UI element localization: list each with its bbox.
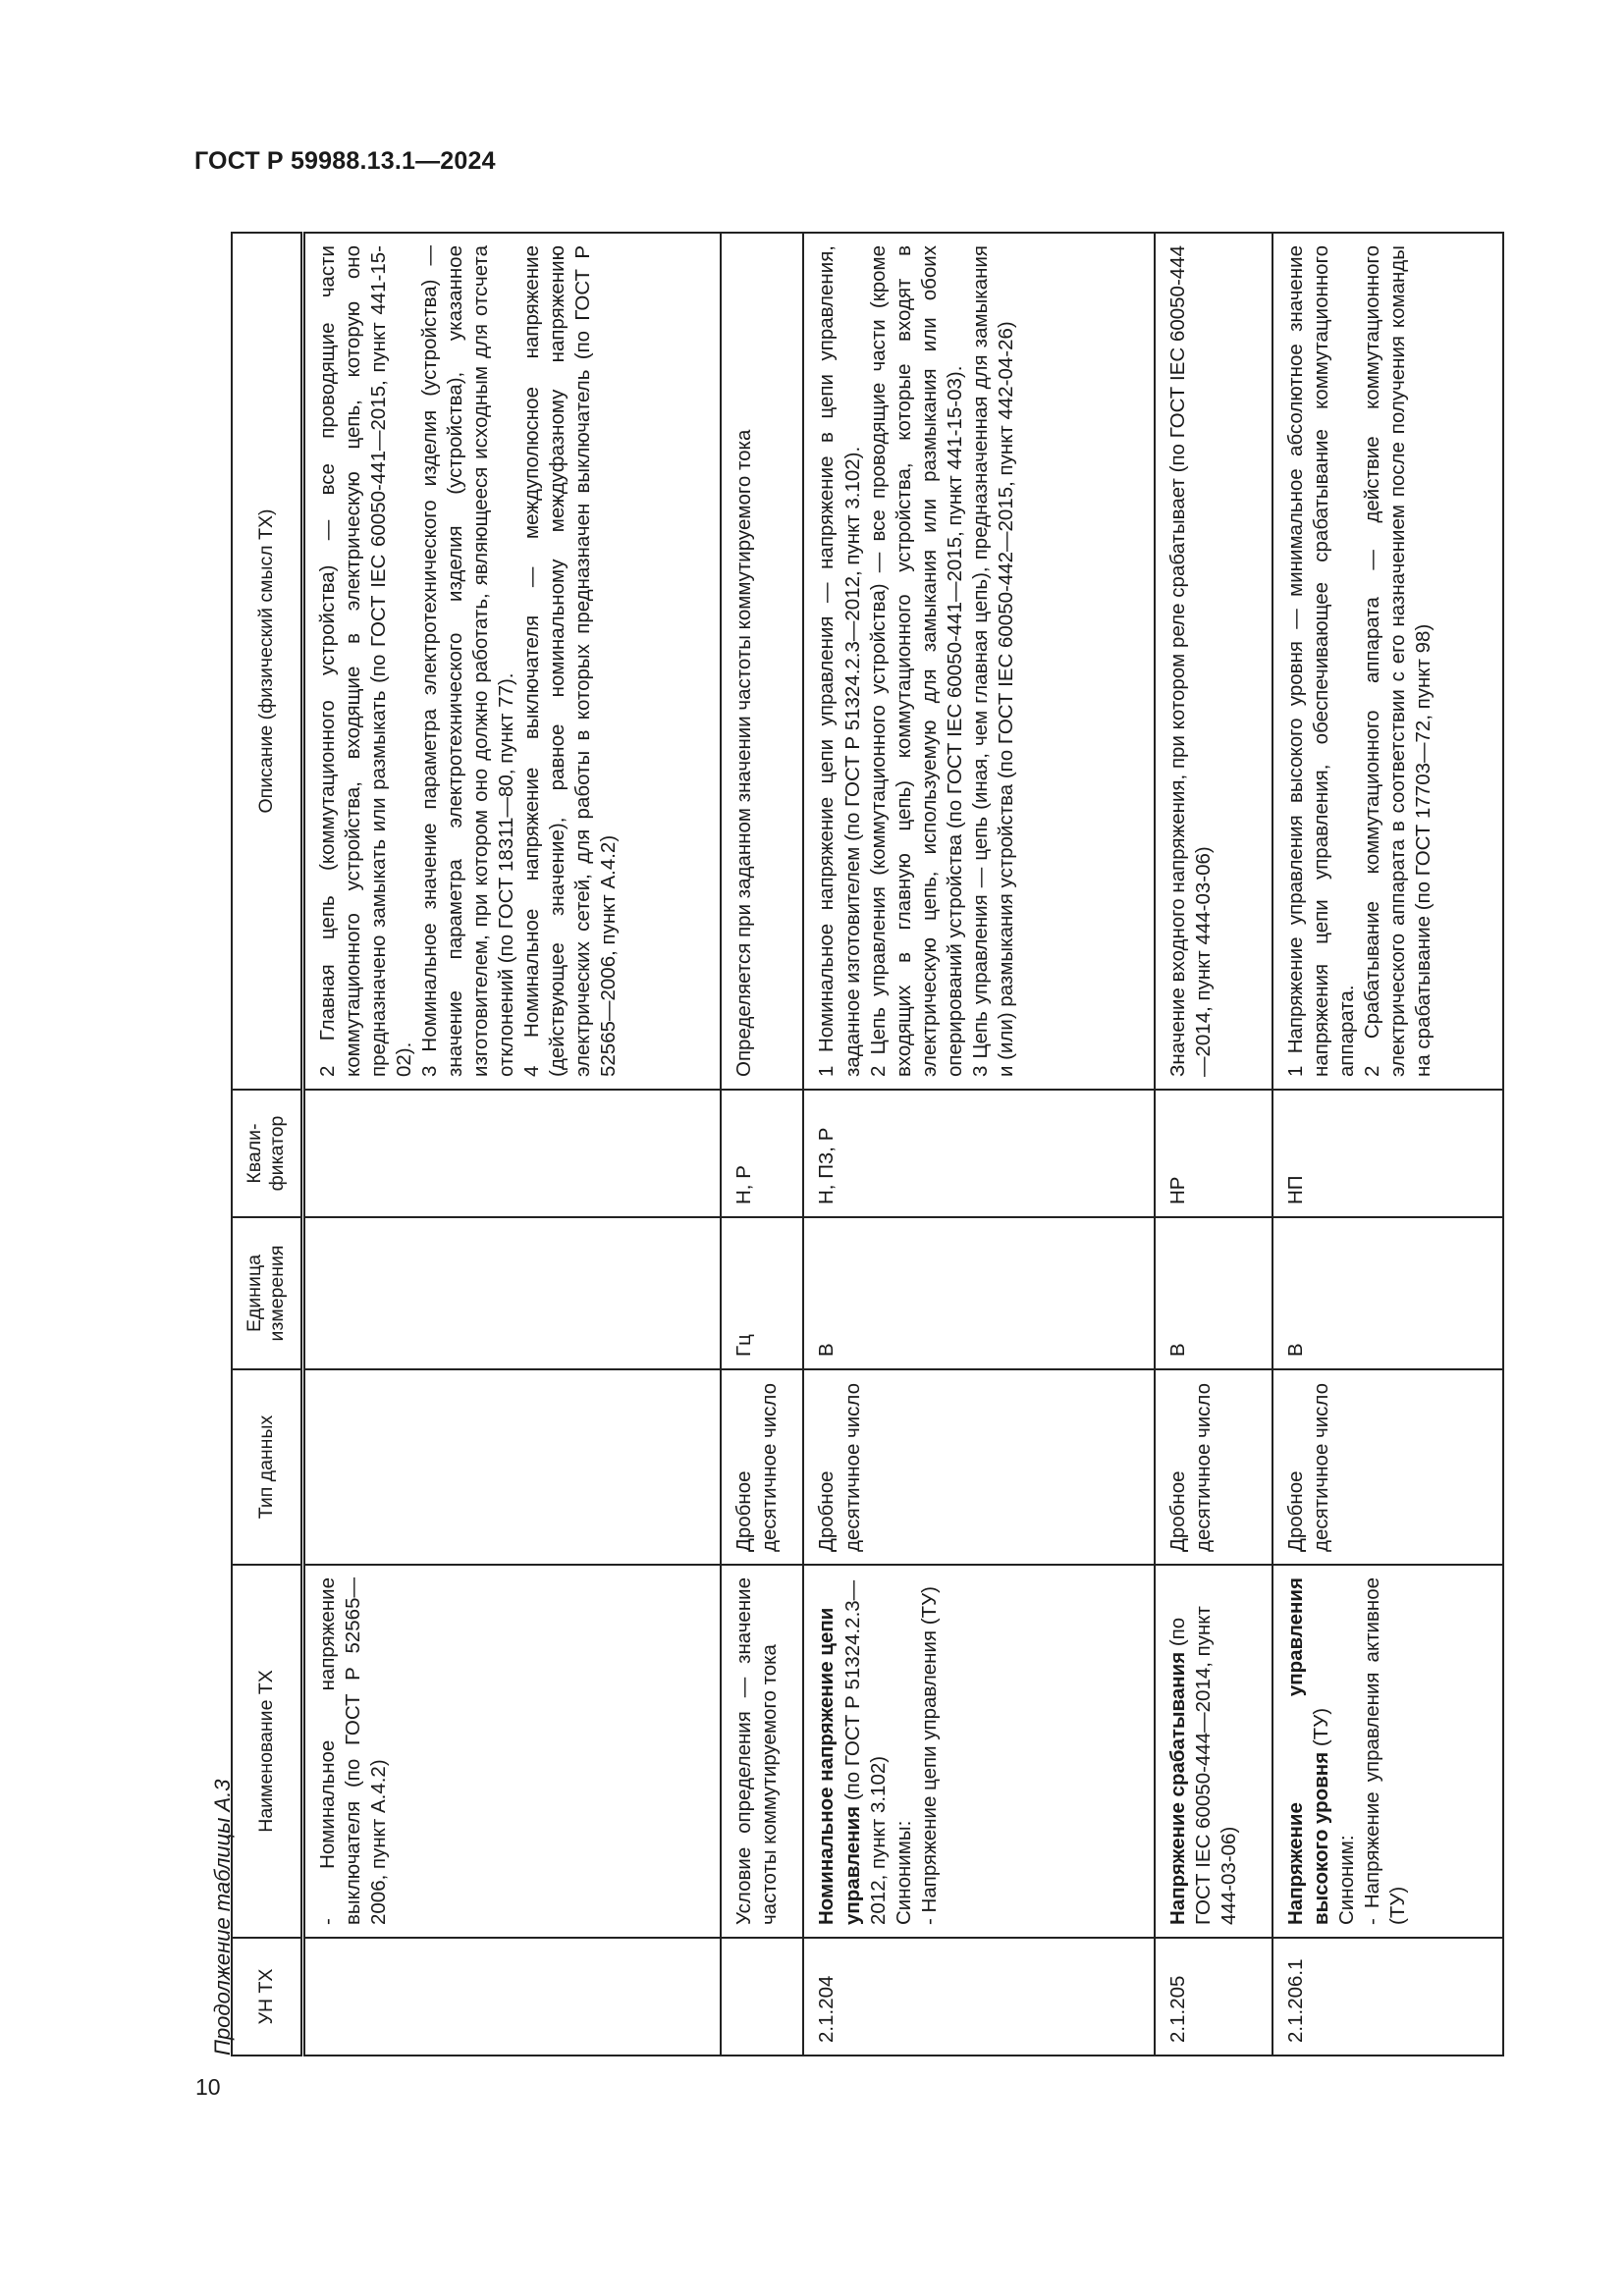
cell-un bbox=[302, 1938, 721, 2056]
synonym-item: - Напряжение цепи управления (ТУ) bbox=[917, 1586, 941, 1925]
cell-type: Дробное десятичное число bbox=[721, 1369, 803, 1565]
table-row bbox=[1272, 233, 1503, 2056]
desc-note: 2 Цепь управления (коммутационного устройства) — все проводящие части (кроме входящих в главную цепь) коммутационного устройства, которые входят в электрическую цепь, используемую для замыкания или размыкания или обоих оперирований устройства (по ГОСТ IEC 60050-441—2015, пункт 441-15-03). bbox=[866, 245, 966, 1077]
header-unit bbox=[232, 1217, 302, 1369]
cell-unit: Гц bbox=[721, 1217, 803, 1369]
desc-note: 3 Номинальное значение параметра электротехнического изделия (устройства) — значение параметра электротехнического изделия (устройства), указанное изготовителем, при котором оно должно работать, являющееся исходным для отсчета отклонений (по ГОСТ 18311—80, пункт 77). bbox=[417, 245, 517, 1077]
header-type: Тип данных bbox=[232, 1369, 302, 1565]
table-row bbox=[803, 233, 1155, 2056]
cell-name bbox=[1272, 1565, 1503, 1938]
cell-type bbox=[302, 1369, 721, 1565]
header-unit-line1: Единица bbox=[243, 1255, 265, 1332]
cell-qual: НР bbox=[1155, 1090, 1272, 1217]
standard-title: ГОСТ Р 59988.13.1—2024 bbox=[194, 147, 496, 175]
desc-note: Определяется при заданном значении частоты коммутируемого тока bbox=[732, 429, 756, 1077]
cell-desc bbox=[803, 233, 1155, 1090]
cell-un: 2.1.206.1 bbox=[1272, 1938, 1503, 2056]
cell-name: - Номинальное напряжение выключателя (по ГОСТ Р 52565—2006, пункт А.4.2) bbox=[302, 1565, 721, 1938]
cell-qual: Н, Р bbox=[721, 1090, 803, 1217]
desc-note: 1 Напряжение управления высокого уровня — минимальное абсолютное значение напряжения цепи управления, обеспечивающее срабатывание коммутационного аппарата. bbox=[1283, 245, 1358, 1077]
table-header-row bbox=[232, 233, 302, 2056]
cell-qual bbox=[302, 1090, 721, 1217]
term-source: (по ГОСТ IEC 60050-444—2014, пункт 444-03-06) bbox=[1166, 1606, 1241, 1925]
cell-type: Дробное десятичное число bbox=[803, 1369, 1155, 1565]
cell-desc bbox=[721, 233, 803, 1090]
cell-type: Дробное десятичное число bbox=[1155, 1369, 1272, 1565]
cell-unit: В bbox=[803, 1217, 1155, 1369]
table-caption: Продолжение таблицы А.3 bbox=[210, 1779, 235, 2056]
cell-qual: НП bbox=[1272, 1090, 1503, 1217]
cell-desc bbox=[302, 233, 721, 1090]
cell-name bbox=[803, 1565, 1155, 1938]
cell-un: 2.1.204 bbox=[803, 1938, 1155, 2056]
cell-un: 2.1.205 bbox=[1155, 1938, 1272, 2056]
term-source: (ТУ) bbox=[1309, 1707, 1332, 1747]
table-row bbox=[1155, 233, 1272, 2056]
desc-note: 2 Главная цепь (коммутационного устройства) — все проводящие части коммутационного устройства, входящие в электрическую цепь, которую оно предназначено замыкать или размыкать (по ГОСТ IEC 60050-441—2015, пункт 441-15-02). bbox=[315, 245, 415, 1077]
characteristics-table bbox=[231, 232, 1504, 2056]
header-qualifier bbox=[232, 1090, 302, 1217]
desc-note: 4 Номинальное напряжение выключателя — междуполюсное напряжение (действующее значение), равное номинальному междуфазному напряжению электрических сетей, для работы в которых предназначен выключатель (по ГОСТ Р 52565—2006, пункт А.4.2) bbox=[519, 245, 620, 1077]
cell-unit: В bbox=[1155, 1217, 1272, 1369]
cell-name: Условие определения — значение частоты коммутируемого тока bbox=[721, 1565, 803, 1938]
synonyms-label: Синоним: bbox=[1334, 1835, 1358, 1925]
term-source: (по ГОСТ Р 51324.2.3—2012, пункт 3.102) bbox=[840, 1579, 890, 1925]
header-desc: Описание (физический смысл ТХ) bbox=[232, 233, 302, 1090]
cell-unit bbox=[302, 1217, 721, 1369]
desc-note: 1 Номинальное напряжение цепи управления — напряжение в цепи управления, заданное изготовителем (по ГОСТ Р 51324.2.3—2012, пункт 3.102). bbox=[815, 245, 864, 1077]
term-name: Напряжение срабатывания bbox=[1166, 1651, 1190, 1925]
cell-desc bbox=[1272, 233, 1503, 1090]
cell-desc bbox=[1155, 233, 1272, 1090]
cell-name bbox=[1155, 1565, 1272, 1938]
desc-note: Значение входного напряжения, при котором реле срабатывает (по ГОСТ IEC 60050-444—2014, пункт 444-03-06) bbox=[1166, 245, 1216, 1077]
synonyms-label: Синонимы: bbox=[892, 1820, 915, 1925]
desc-note: 2 Срабатывание коммутационного аппарата — действие коммутационного электрического аппарата в соответствии с его назначением после получения команды на срабатывание (по ГОСТ 17703—72, пункт 98) bbox=[1360, 245, 1435, 1077]
page-number: 10 bbox=[195, 2074, 221, 2100]
header-un: УН ТХ bbox=[232, 1938, 302, 2056]
header-qual-line2: фикатор bbox=[266, 1115, 289, 1192]
cell-un bbox=[721, 1938, 803, 2056]
cell-qual: Н, ПЗ, Р bbox=[803, 1090, 1155, 1217]
header-name: Наименование ТХ bbox=[232, 1565, 302, 1938]
table-row bbox=[721, 233, 803, 2056]
cell-unit: В bbox=[1272, 1217, 1503, 1369]
synonym-item: - Напряжение управления активное (ТУ) bbox=[1360, 1577, 1409, 1925]
term-name: Напряжение управления высокого уровня bbox=[1283, 1577, 1332, 1925]
header-qual-line1: Квали- bbox=[243, 1123, 265, 1184]
cell-type: Дробное десятичное число bbox=[1272, 1369, 1503, 1565]
header-unit-line2: измерения bbox=[266, 1245, 289, 1342]
desc-note: 3 Цепь управления — цепь (иная, чем главная цепь), предназначенная для замыкания и (или) размыкания устройства (по ГОСТ IEC 60050-442—2015, пункт 442-04-26) bbox=[968, 245, 1017, 1077]
term-name: Номинальное напряжение цепи управления bbox=[815, 1607, 864, 1925]
rotated-table-container bbox=[231, 234, 1504, 2056]
table-row bbox=[302, 233, 721, 2056]
